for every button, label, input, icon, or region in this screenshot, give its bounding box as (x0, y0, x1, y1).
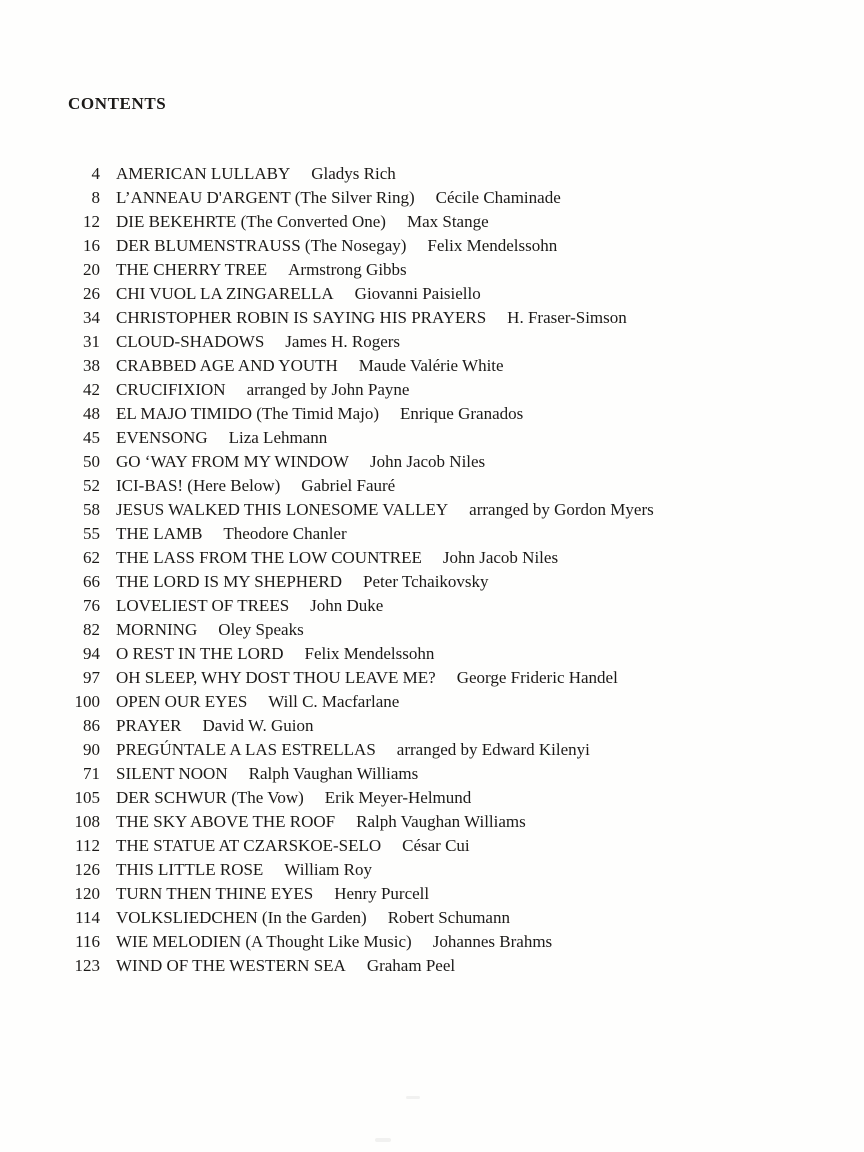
entry-page-number: 38 (83, 356, 100, 375)
entry-composer: James H. Rogers (285, 332, 401, 351)
entry-composer: John Jacob Niles (442, 548, 559, 567)
entry-title: CLOUD-SHADOWS (116, 332, 265, 351)
entry-composer: Oley Speaks (218, 620, 304, 639)
contents-entry (0, 498, 864, 522)
contents-entry (0, 234, 864, 258)
contents-entry (0, 522, 864, 546)
contents-entry (0, 474, 864, 498)
contents-entry (0, 162, 864, 186)
entry-page-number: 97 (83, 668, 100, 687)
contents-entry (0, 378, 864, 402)
entry-page-number: 42 (83, 380, 100, 399)
entry-composer: arranged by John Payne (246, 380, 410, 399)
entry-composer: Ralph Vaughan Williams (356, 812, 526, 831)
entry-title: THE LORD IS MY SHEPHERD (116, 572, 343, 591)
contents-entry (0, 786, 864, 810)
entry-title: OPEN OUR EYES (116, 692, 248, 711)
entry-title: L’ANNEAU D'ARGENT (The Silver Ring) (116, 188, 415, 207)
entry-title: DER SCHWUR (The Vow) (116, 788, 304, 807)
contents-entry (0, 546, 864, 570)
entry-page-number: 34 (83, 308, 100, 327)
entry-title: JESUS WALKED THIS LONESOME VALLEY (116, 500, 449, 519)
entry-composer: arranged by Edward Kilenyi (396, 740, 590, 759)
entry-composer: Gladys Rich (311, 164, 396, 183)
contents-entry (0, 642, 864, 666)
entry-composer: John Duke (310, 596, 384, 615)
contents-entry (0, 666, 864, 690)
entry-composer: Felix Mendelssohn (427, 236, 558, 255)
entry-page-number: 112 (75, 836, 100, 855)
entry-composer: Felix Mendelssohn (304, 644, 435, 663)
contents-entry (0, 210, 864, 234)
entry-title: THE CHERRY TREE (116, 260, 268, 279)
entry-page-number: 105 (74, 788, 100, 807)
entry-composer: William Roy (284, 860, 372, 879)
entry-title: CHRISTOPHER ROBIN IS SAYING HIS PRAYERS (116, 308, 487, 327)
entry-page-number: 48 (83, 404, 100, 423)
entry-page-number: 58 (83, 500, 100, 519)
contents-entry (0, 690, 864, 714)
entry-composer: Ralph Vaughan Williams (248, 764, 419, 783)
entry-page-number: 82 (83, 620, 100, 639)
entry-title: O REST IN THE LORD (116, 644, 284, 663)
entry-title: VOLKSLIEDCHEN (In the Garden) (116, 908, 367, 927)
contents-entry (0, 354, 864, 378)
entry-page-number: 26 (83, 284, 100, 303)
entry-page-number: 45 (83, 428, 100, 447)
contents-entry (0, 450, 864, 474)
entry-page-number: 71 (83, 764, 100, 783)
entry-title: WIE MELODIEN (A Thought Like Music) (116, 932, 412, 951)
entry-title: DER BLUMENSTRAUSS (The Nosegay) (116, 236, 407, 255)
entry-composer: Gabriel Fauré (301, 476, 396, 495)
contents-entry (0, 858, 864, 882)
contents-entry (0, 834, 864, 858)
entry-title: ICI-BAS! (Here Below) (116, 476, 281, 495)
entry-title: CRABBED AGE AND YOUTH (116, 356, 338, 375)
entry-page-number: 94 (83, 644, 100, 663)
entry-page-number: 86 (83, 716, 100, 735)
entry-title: THIS LITTLE ROSE (116, 860, 264, 879)
scan-smudge (406, 1096, 420, 1099)
entry-page-number: 114 (75, 908, 100, 927)
entry-title: LOVELIEST OF TREES (116, 596, 290, 615)
entry-title: THE SKY ABOVE THE ROOF (116, 812, 336, 831)
contents-list (0, 162, 864, 978)
entry-page-number: 100 (74, 692, 100, 711)
contents-entry (0, 930, 864, 954)
entry-composer: Theodore Chanler (223, 524, 347, 543)
entry-title: SILENT NOON (116, 764, 228, 783)
entry-composer: Johannes Brahms (432, 932, 553, 951)
contents-entry (0, 258, 864, 282)
entry-page-number: 52 (83, 476, 100, 495)
entry-composer: Maude Valérie White (358, 356, 504, 375)
contents-entry (0, 402, 864, 426)
contents-entry (0, 330, 864, 354)
entry-title: AMERICAN LULLABY (116, 164, 291, 183)
entry-title: THE LASS FROM THE LOW COUNTREE (116, 548, 422, 567)
contents-entry (0, 810, 864, 834)
entry-title: WIND OF THE WESTERN SEA (116, 956, 346, 975)
entry-page-number: 8 (91, 188, 100, 207)
entry-composer: Graham Peel (366, 956, 456, 975)
entry-page-number: 31 (83, 332, 100, 351)
contents-entry (0, 738, 864, 762)
entry-title: CRUCIFIXION (116, 380, 226, 399)
contents-entry (0, 882, 864, 906)
entry-composer: Armstrong Gibbs (288, 260, 407, 279)
entry-composer: Henry Purcell (334, 884, 430, 903)
entry-page-number: 116 (75, 932, 100, 951)
contents-entry (0, 714, 864, 738)
entry-composer: Enrique Granados (400, 404, 524, 423)
entry-page-number: 4 (91, 164, 100, 183)
contents-entry (0, 618, 864, 642)
contents-entry (0, 762, 864, 786)
entry-title: MORNING (116, 620, 198, 639)
entry-composer: David W. Guion (202, 716, 314, 735)
entry-composer: Robert Schumann (387, 908, 510, 927)
entry-page-number: 90 (83, 740, 100, 759)
contents-entry (0, 570, 864, 594)
entry-composer: Cécile Chaminade (435, 188, 561, 207)
entry-title: GO ‘WAY FROM MY WINDOW (116, 452, 349, 471)
entry-title: OH SLEEP, WHY DOST THOU LEAVE ME? (116, 668, 436, 687)
entry-page-number: 66 (83, 572, 100, 591)
contents-entry (0, 906, 864, 930)
contents-entry (0, 186, 864, 210)
entry-page-number: 62 (83, 548, 100, 567)
entry-title: THE STATUE AT CZARSKOE-SELO (116, 836, 382, 855)
entry-page-number: 123 (74, 956, 100, 975)
entry-title: PRAYER (116, 716, 182, 735)
entry-composer: Max Stange (406, 212, 489, 231)
entry-title: EVENSONG (116, 428, 208, 447)
entry-page-number: 108 (74, 812, 100, 831)
entry-title: CHI VUOL LA ZINGARELLA (116, 284, 334, 303)
contents-entry (0, 594, 864, 618)
entry-title: DIE BEKEHRTE (The Converted One) (116, 212, 386, 231)
page-title: CONTENTS (68, 94, 167, 113)
entry-composer: arranged by Gordon Myers (469, 500, 654, 519)
entry-page-number: 16 (83, 236, 100, 255)
entry-composer: Will C. Macfarlane (268, 692, 400, 711)
entry-composer: Erik Meyer-Helmund (324, 788, 472, 807)
entry-title: TURN THEN THINE EYES (116, 884, 314, 903)
entry-page-number: 12 (83, 212, 100, 231)
entry-composer: H. Fraser-Simson (507, 308, 627, 327)
entry-page-number: 50 (83, 452, 100, 471)
contents-entry (0, 306, 864, 330)
contents-entry (0, 954, 864, 978)
entry-title: EL MAJO TIMIDO (The Timid Majo) (116, 404, 380, 423)
contents-entry (0, 426, 864, 450)
entry-composer: César Cui (402, 836, 470, 855)
entry-composer: George Frideric Handel (456, 668, 618, 687)
entry-page-number: 120 (74, 884, 100, 903)
entry-page-number: 126 (74, 860, 100, 879)
entry-composer: Giovanni Paisiello (354, 284, 481, 303)
entry-title: THE LAMB (116, 524, 203, 543)
entry-composer: Liza Lehmann (228, 428, 328, 447)
entry-page-number: 55 (83, 524, 100, 543)
scan-smudge (375, 1138, 391, 1142)
entry-page-number: 20 (83, 260, 100, 279)
entry-page-number: 76 (83, 596, 100, 615)
entry-composer: John Jacob Niles (369, 452, 486, 471)
entry-title: PREGÚNTALE A LAS ESTRELLAS (116, 740, 376, 759)
contents-entry (0, 282, 864, 306)
entry-composer: Peter Tchaikovsky (363, 572, 489, 591)
